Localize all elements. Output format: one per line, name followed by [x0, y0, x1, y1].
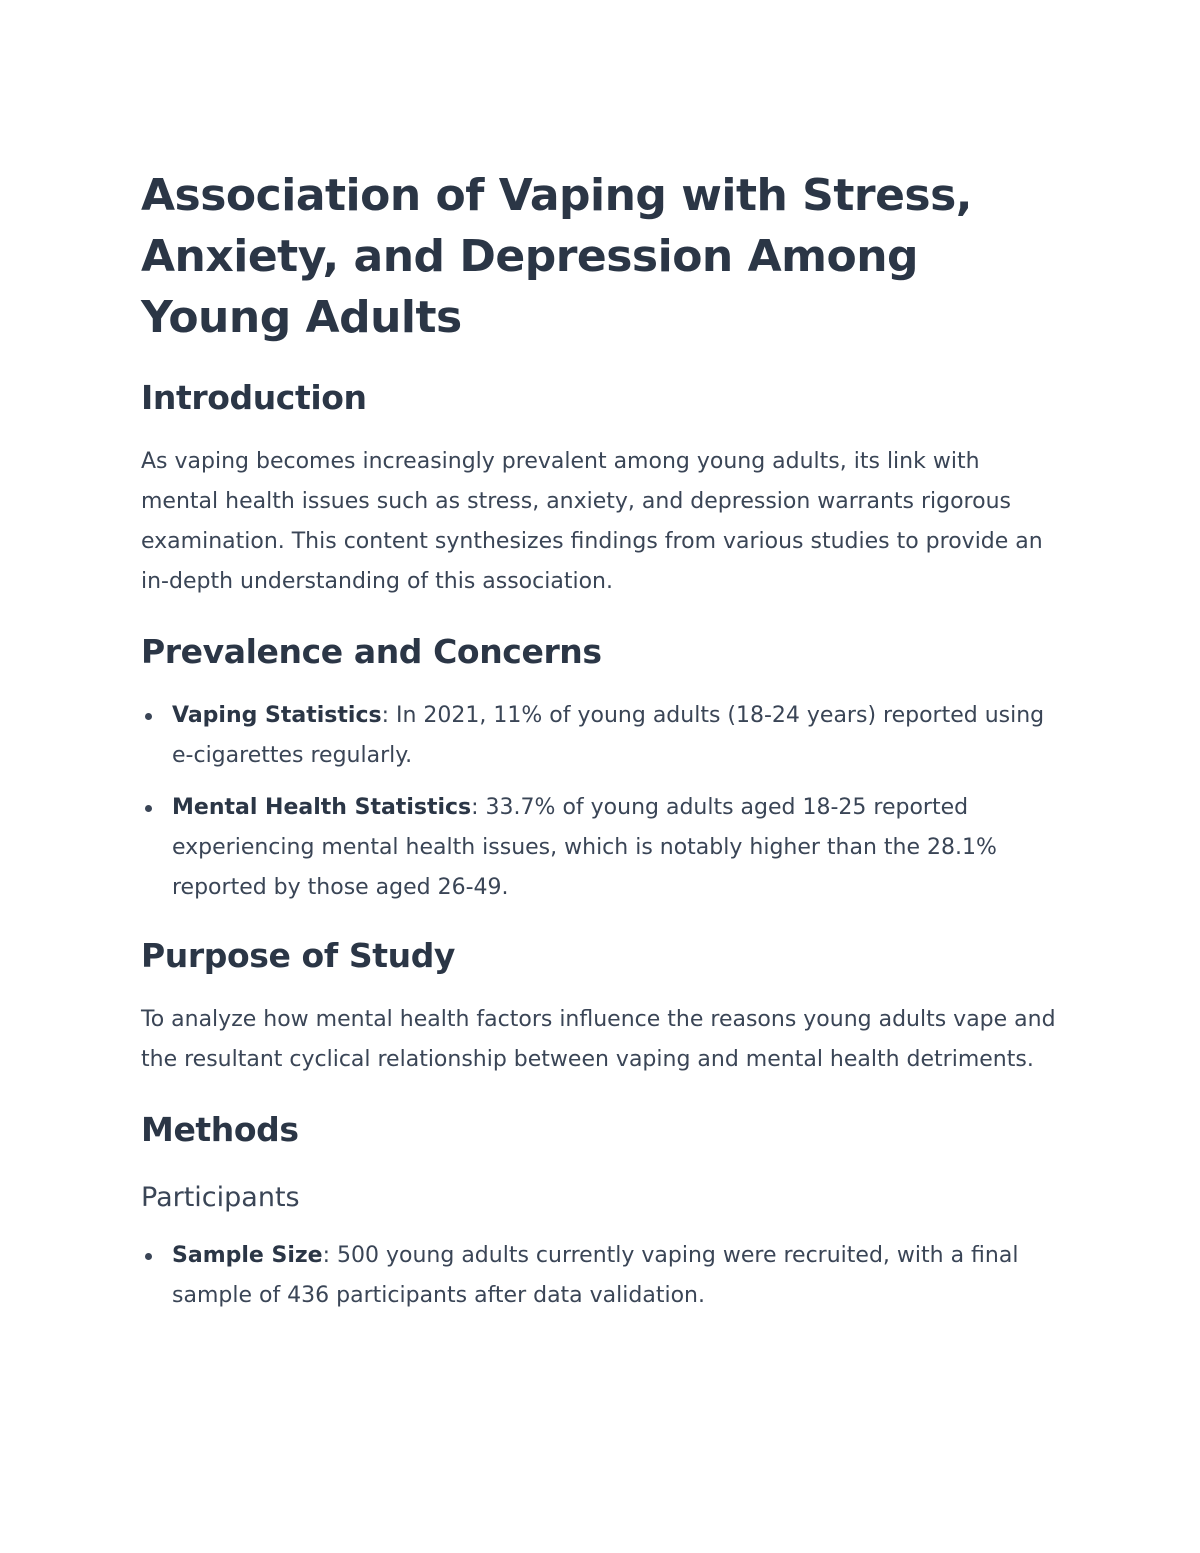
list-item-text: : In 2021, 11% of young adults (18-24 years) reported using e-cigarettes regularly.	[172, 703, 1045, 768]
list-item	[141, 788, 1061, 908]
bullet-icon	[145, 713, 152, 720]
methods-heading: Methods	[141, 1110, 299, 1149]
introduction-heading: Introduction	[141, 378, 367, 417]
prevalence-heading: Prevalence and Concerns	[141, 632, 602, 671]
participants-list	[141, 1236, 1061, 1316]
list-item-label: Sample Size	[172, 1243, 323, 1268]
bullet-icon	[145, 1253, 152, 1260]
list-item	[141, 696, 1061, 776]
prevalence-list	[141, 696, 1061, 908]
purpose-heading: Purpose of Study	[141, 936, 456, 975]
document-title: Association of Vaping with Stress, Anxiety, and Depression Among Young Adults	[141, 170, 973, 343]
participants-subheading: Participants	[141, 1182, 300, 1213]
bullet-icon	[145, 805, 152, 812]
list-item-text: : 33.7% of young adults aged 18-25 reported experiencing mental health issues, which is notably higher than the 28.1% reported by those aged 26-49.	[172, 795, 997, 900]
list-item-text: : 500 young adults currently vaping were recruited, with a final sample of 436 participants after data validation.	[172, 1243, 1019, 1308]
introduction-paragraph: As vaping becomes increasingly prevalent among young adults, its link with mental health issues such as stress, anxiety, and depression warrants rigorous examination. This content synthesizes findings from various studies to provide an in-depth understanding of this association.	[141, 449, 1043, 594]
purpose-paragraph: To analyze how mental health factors influence the reasons young adults vape and the resultant cyclical relationship between vaping and mental health detriments.	[141, 1007, 1056, 1072]
list-item-label: Mental Health Statistics	[172, 795, 472, 820]
list-item	[141, 1236, 1061, 1316]
document-page	[141, 165, 1061, 1316]
list-item-label: Vaping Statistics	[172, 703, 382, 728]
